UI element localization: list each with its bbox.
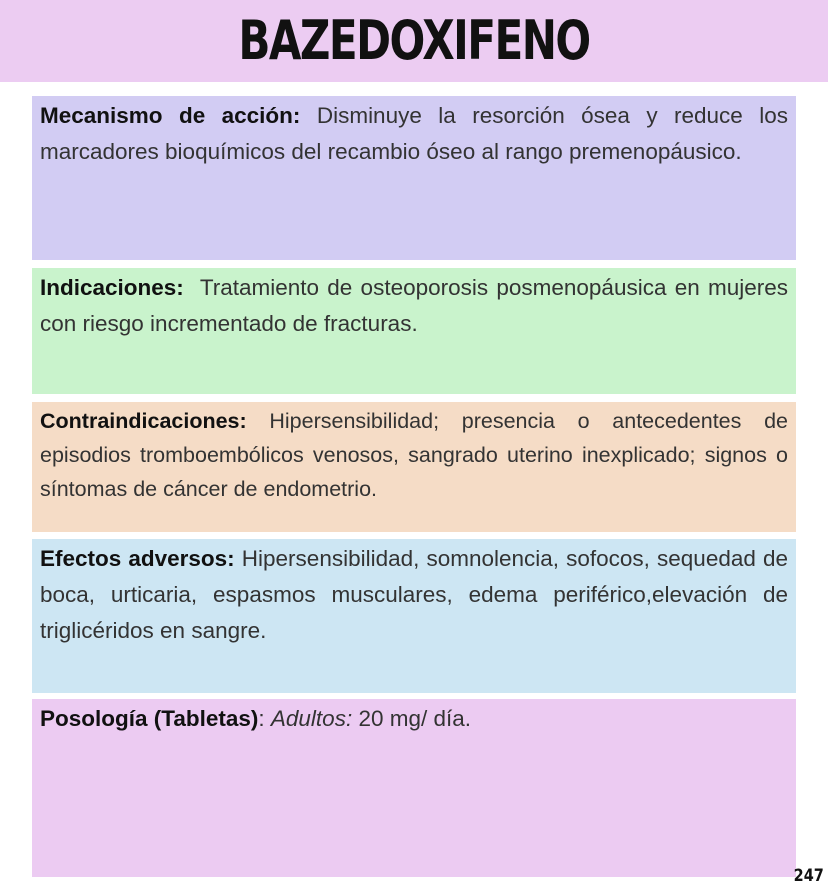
title-banner [0,0,828,82]
posologia-separator: : [258,706,271,731]
contraindicaciones-text: Hipersensibilidad; presencia o antecedentes de episodios tromboembólicos venosos, sangrado uterino inexplicado; signos o síntomas de cáncer de endometrio. [40,409,788,501]
mecanismo-text: Disminuye la resorción ósea y reduce los marcadores bioquímicos del recambio óseo al rango premenopáusico. [40,103,788,164]
page-title: BAZEDOXIFENO [238,9,590,72]
mecanismo-label: Mecanismo de acción: [40,103,301,128]
section-posologia [32,699,796,877]
section-mecanismo-de-accion [32,96,796,260]
posologia-text: 20 mg/ día. [352,706,472,731]
section-efectos-adversos [32,539,796,693]
posologia-adultos-label: Adultos: [270,706,353,731]
indicaciones-text: Tratamiento de osteoporosis posmenopáusica en mujeres con riesgo incrementado de fracturas. [40,275,795,336]
contraindicaciones-paragraph [40,404,788,506]
efectos-text: Hipersensibilidad, somnolencia, sofocos, sequedad de boca, urticaria, espasmos musculares, edema periférico,elevación de triglicéridos en sangre. [40,546,788,643]
efectos-paragraph [40,541,788,649]
efectos-label: Efectos adversos: [40,546,235,571]
section-indicaciones [32,268,796,394]
contraindicaciones-label: Contraindicaciones: [40,409,247,433]
mecanismo-paragraph [40,98,788,170]
posologia-paragraph [40,701,788,737]
section-contraindicaciones [32,402,796,532]
page-number: 247 [793,866,824,886]
indicaciones-paragraph [40,270,795,342]
indicaciones-label: Indicaciones: [40,275,184,300]
posologia-label: Posología (Tabletas) [40,706,259,731]
